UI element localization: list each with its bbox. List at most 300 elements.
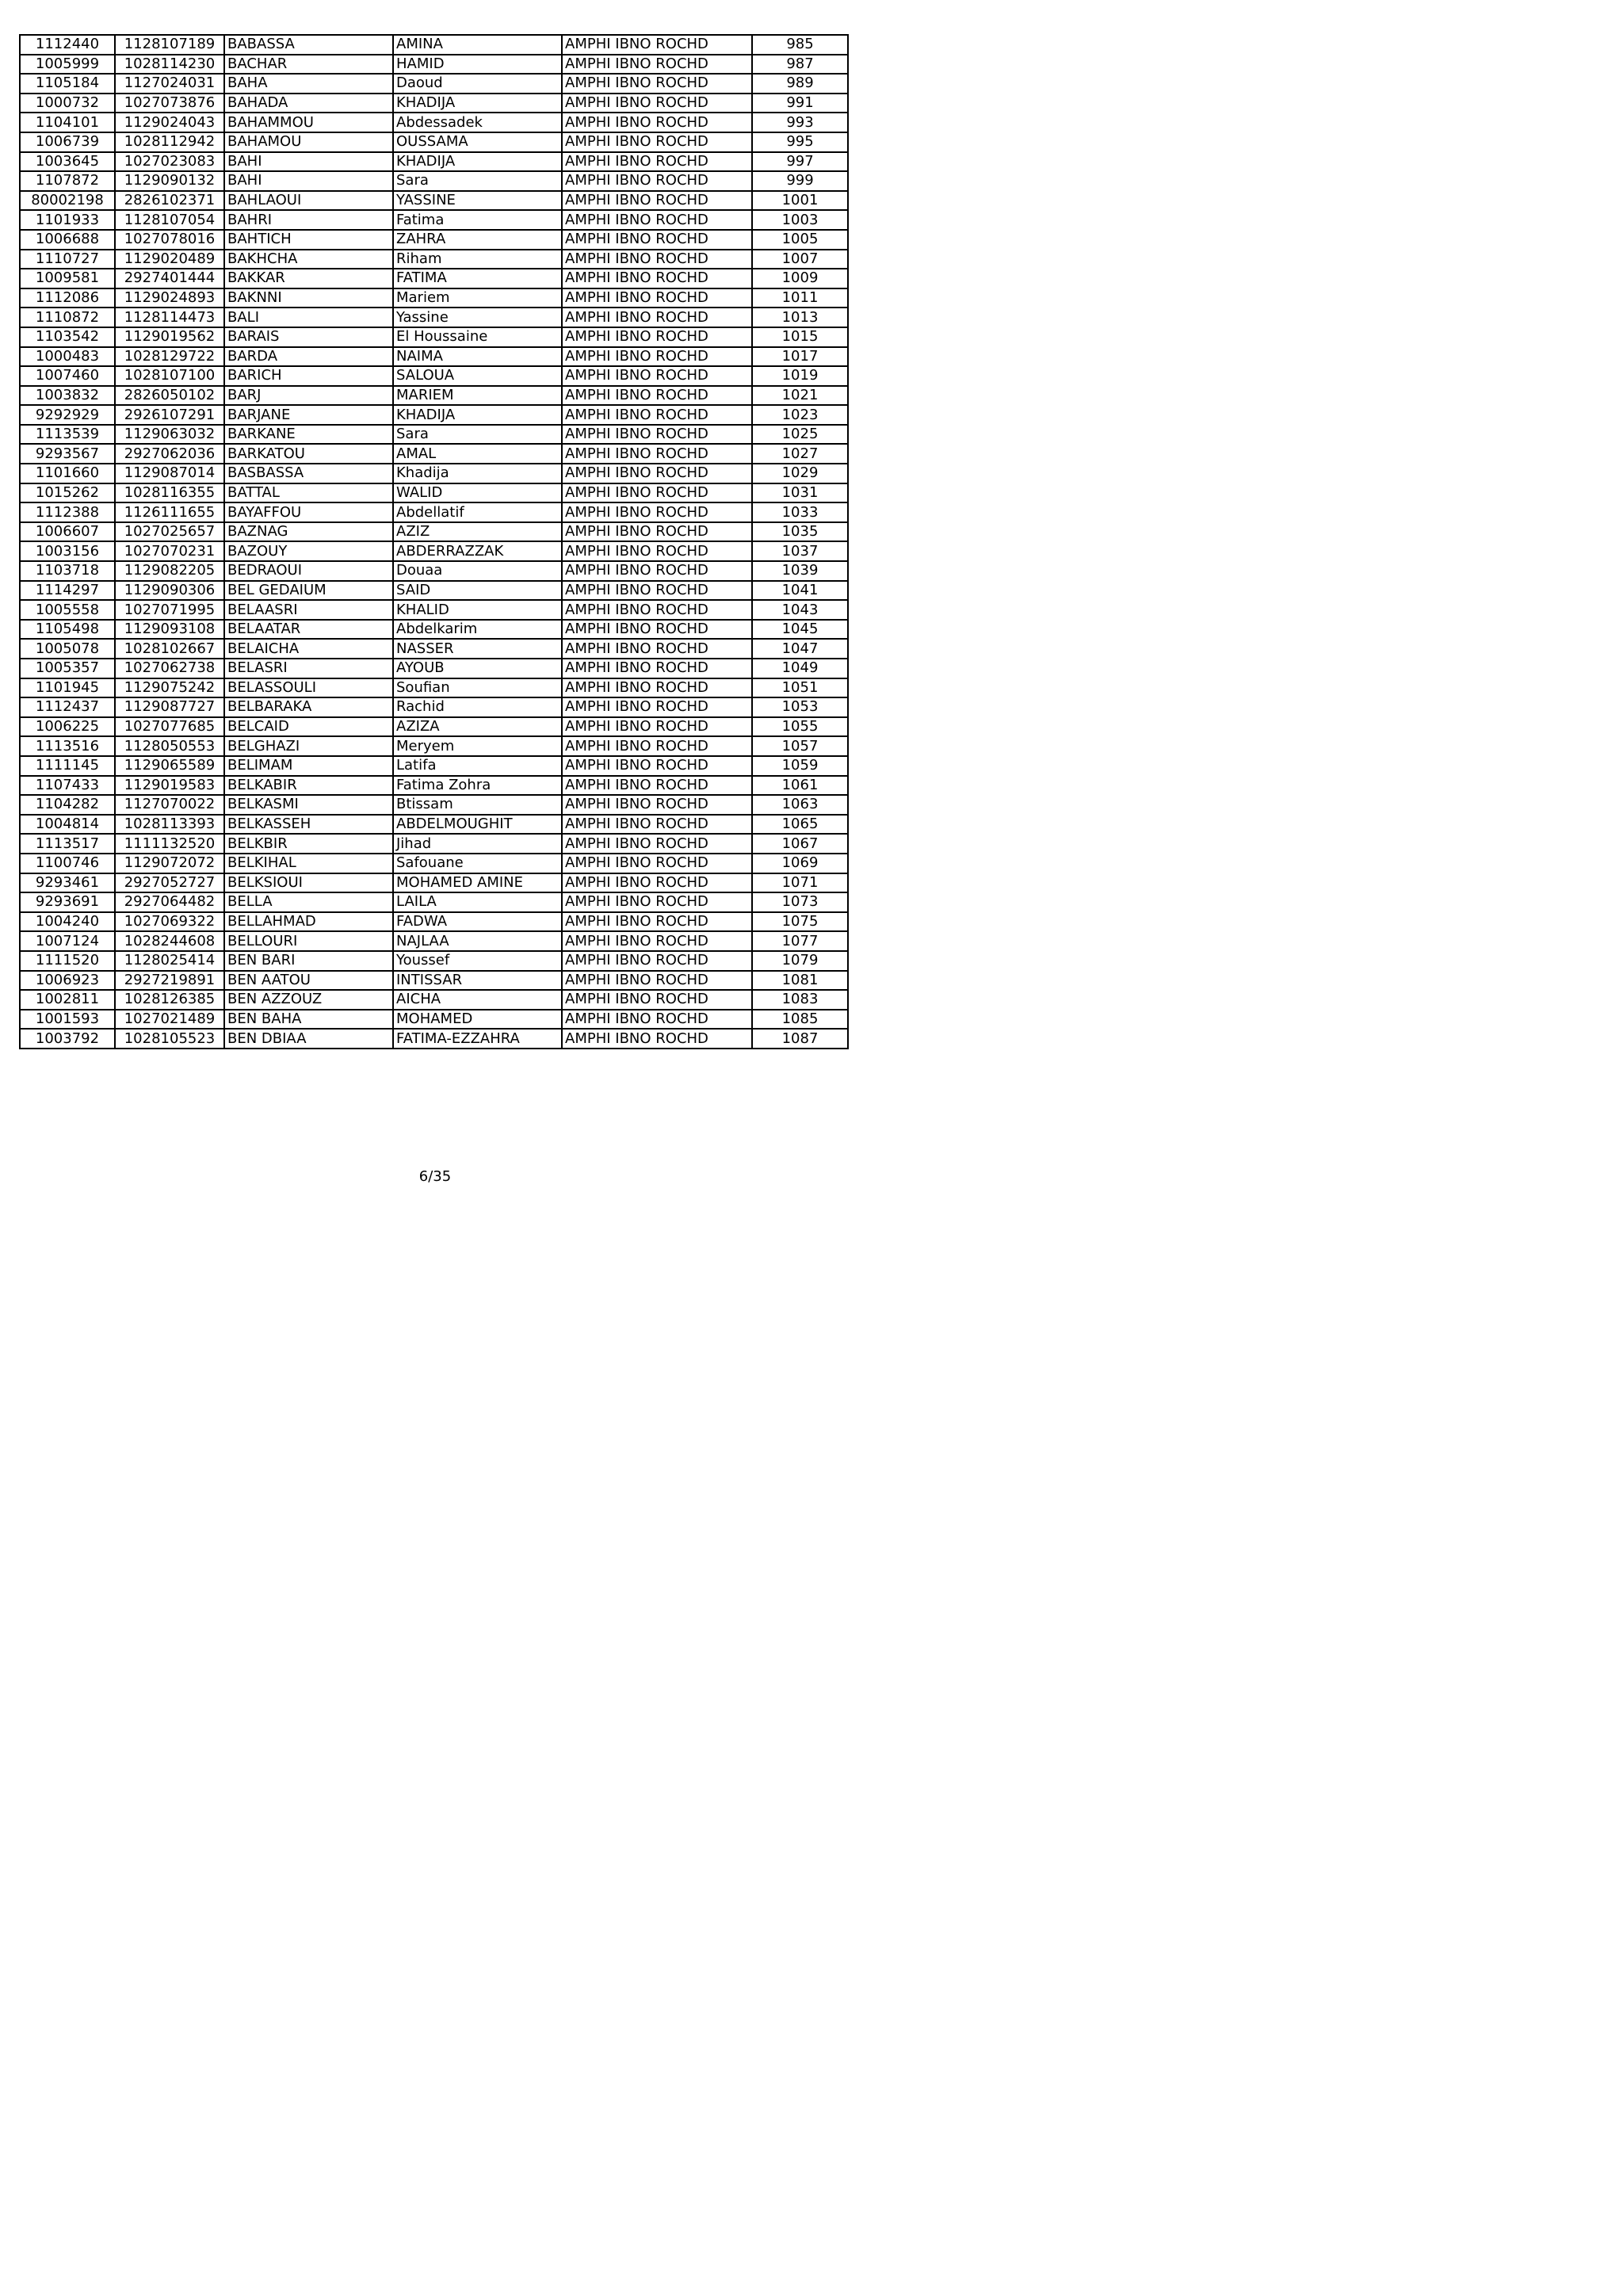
table-row	[20, 250, 848, 269]
exam-room-cell: AMPHI IBNO ROCHD	[562, 483, 752, 503]
table-row	[20, 308, 848, 327]
last-name-cell: BEN AZZOUZ	[224, 990, 393, 1010]
exam-room-cell: AMPHI IBNO ROCHD	[562, 581, 752, 601]
national-id-cell: 1028112942	[115, 132, 224, 152]
national-id-cell: 1129019583	[115, 776, 224, 796]
first-name-cell: MOHAMED	[393, 1010, 562, 1030]
exam-room-cell: AMPHI IBNO ROCHD	[562, 250, 752, 269]
exam-room-cell: AMPHI IBNO ROCHD	[562, 678, 752, 698]
first-name-cell: AMAL	[393, 444, 562, 464]
student-code-cell: 9293567	[20, 444, 115, 464]
student-code-cell: 1110727	[20, 250, 115, 269]
student-code-cell: 1113517	[20, 834, 115, 854]
exam-seat-cell: 1067	[752, 834, 848, 854]
exam-seat-cell: 1005	[752, 230, 848, 250]
exam-room-cell: AMPHI IBNO ROCHD	[562, 756, 752, 776]
first-name-cell: LAILA	[393, 892, 562, 912]
student-code-cell: 9292929	[20, 405, 115, 425]
table-row	[20, 94, 848, 113]
student-code-cell: 1006688	[20, 230, 115, 250]
exam-seat-cell: 985	[752, 35, 848, 55]
last-name-cell: BELAATAR	[224, 620, 393, 640]
exam-room-cell: AMPHI IBNO ROCHD	[562, 94, 752, 113]
exam-seat-cell: 1077	[752, 931, 848, 951]
exam-room-cell: AMPHI IBNO ROCHD	[562, 990, 752, 1010]
first-name-cell: AZIZ	[393, 522, 562, 542]
table-row	[20, 464, 848, 483]
roster-sheet	[19, 34, 847, 1049]
national-id-cell: 1028126385	[115, 990, 224, 1010]
exam-room-cell: AMPHI IBNO ROCHD	[562, 502, 752, 522]
student-code-cell: 1104101	[20, 113, 115, 132]
exam-seat-cell: 1083	[752, 990, 848, 1010]
exam-seat-cell: 1063	[752, 795, 848, 815]
first-name-cell: Sara	[393, 425, 562, 445]
exam-seat-cell: 1001	[752, 191, 848, 211]
first-name-cell: INTISSAR	[393, 971, 562, 991]
last-name-cell: BARDA	[224, 347, 393, 367]
first-name-cell: ZAHRA	[393, 230, 562, 250]
table-row	[20, 230, 848, 250]
national-id-cell: 1028129722	[115, 347, 224, 367]
exam-room-cell: AMPHI IBNO ROCHD	[562, 152, 752, 172]
table-row	[20, 990, 848, 1010]
table-row	[20, 815, 848, 835]
last-name-cell: BAKHCHA	[224, 250, 393, 269]
exam-room-cell: AMPHI IBNO ROCHD	[562, 132, 752, 152]
exam-seat-cell: 1007	[752, 250, 848, 269]
roster-body	[20, 35, 848, 1049]
first-name-cell: Abdessadek	[393, 113, 562, 132]
exam-seat-cell: 1071	[752, 873, 848, 893]
table-row	[20, 581, 848, 601]
last-name-cell: BEN DBIAA	[224, 1029, 393, 1049]
last-name-cell: BELKBIR	[224, 834, 393, 854]
first-name-cell: Mariem	[393, 288, 562, 308]
exam-seat-cell: 1003	[752, 210, 848, 230]
last-name-cell: BAHRI	[224, 210, 393, 230]
exam-seat-cell: 1009	[752, 269, 848, 288]
exam-room-cell: AMPHI IBNO ROCHD	[562, 74, 752, 94]
table-row	[20, 444, 848, 464]
last-name-cell: BELASRI	[224, 659, 393, 678]
first-name-cell: FATIMA-EZZAHRA	[393, 1029, 562, 1049]
national-id-cell: 2927064482	[115, 892, 224, 912]
first-name-cell: FADWA	[393, 912, 562, 932]
exam-seat-cell: 1029	[752, 464, 848, 483]
table-row	[20, 288, 848, 308]
table-row	[20, 756, 848, 776]
exam-room-cell: AMPHI IBNO ROCHD	[562, 113, 752, 132]
last-name-cell: BEN BARI	[224, 951, 393, 971]
exam-seat-cell: 1059	[752, 756, 848, 776]
student-code-cell: 1004814	[20, 815, 115, 835]
national-id-cell: 1111132520	[115, 834, 224, 854]
first-name-cell: Safouane	[393, 854, 562, 873]
first-name-cell: KHALID	[393, 600, 562, 620]
national-id-cell: 1027021489	[115, 1010, 224, 1030]
national-id-cell: 2927219891	[115, 971, 224, 991]
last-name-cell: BACHAR	[224, 55, 393, 74]
table-row	[20, 35, 848, 55]
last-name-cell: BAZOUY	[224, 541, 393, 561]
student-code-cell: 1005078	[20, 639, 115, 659]
student-code-cell: 1113516	[20, 736, 115, 756]
first-name-cell: SALOUA	[393, 366, 562, 386]
exam-room-cell: AMPHI IBNO ROCHD	[562, 366, 752, 386]
exam-room-cell: AMPHI IBNO ROCHD	[562, 659, 752, 678]
exam-seat-cell: 1047	[752, 639, 848, 659]
student-code-cell: 1100746	[20, 854, 115, 873]
national-id-cell: 2826102371	[115, 191, 224, 211]
exam-room-cell: AMPHI IBNO ROCHD	[562, 269, 752, 288]
first-name-cell: HAMID	[393, 55, 562, 74]
last-name-cell: BAHTICH	[224, 230, 393, 250]
national-id-cell: 1129082205	[115, 561, 224, 581]
exam-room-cell: AMPHI IBNO ROCHD	[562, 951, 752, 971]
exam-seat-cell: 1017	[752, 347, 848, 367]
table-row	[20, 425, 848, 445]
first-name-cell: Jihad	[393, 834, 562, 854]
table-row	[20, 405, 848, 425]
national-id-cell: 1129093108	[115, 620, 224, 640]
exam-room-cell: AMPHI IBNO ROCHD	[562, 541, 752, 561]
exam-seat-cell: 987	[752, 55, 848, 74]
first-name-cell: SAID	[393, 581, 562, 601]
national-id-cell: 1027025657	[115, 522, 224, 542]
exam-seat-cell: 1069	[752, 854, 848, 873]
national-id-cell: 1028113393	[115, 815, 224, 835]
first-name-cell: Yassine	[393, 308, 562, 327]
first-name-cell: ABDELMOUGHIT	[393, 815, 562, 835]
exam-seat-cell: 1041	[752, 581, 848, 601]
exam-room-cell: AMPHI IBNO ROCHD	[562, 931, 752, 951]
exam-seat-cell: 1057	[752, 736, 848, 756]
table-row	[20, 736, 848, 756]
last-name-cell: BELAASRI	[224, 600, 393, 620]
student-code-cell: 1000732	[20, 94, 115, 113]
student-code-cell: 1007124	[20, 931, 115, 951]
exam-room-cell: AMPHI IBNO ROCHD	[562, 854, 752, 873]
last-name-cell: BELLOURI	[224, 931, 393, 951]
exam-room-cell: AMPHI IBNO ROCHD	[562, 776, 752, 796]
last-name-cell: BAKKAR	[224, 269, 393, 288]
student-code-cell: 1110872	[20, 308, 115, 327]
table-row	[20, 620, 848, 640]
national-id-cell: 1129072072	[115, 854, 224, 873]
table-row	[20, 834, 848, 854]
last-name-cell: BASBASSA	[224, 464, 393, 483]
student-code-cell: 1113539	[20, 425, 115, 445]
last-name-cell: BELKSIOUI	[224, 873, 393, 893]
first-name-cell: Fatima	[393, 210, 562, 230]
exam-seat-cell: 993	[752, 113, 848, 132]
exam-room-cell: AMPHI IBNO ROCHD	[562, 444, 752, 464]
first-name-cell: MARIEM	[393, 386, 562, 406]
last-name-cell: BELKIHAL	[224, 854, 393, 873]
table-row	[20, 951, 848, 971]
student-code-cell: 1111145	[20, 756, 115, 776]
student-code-cell: 1000483	[20, 347, 115, 367]
last-name-cell: BARJ	[224, 386, 393, 406]
student-code-cell: 1003156	[20, 541, 115, 561]
national-id-cell: 1028244608	[115, 931, 224, 951]
first-name-cell: AMINA	[393, 35, 562, 55]
national-id-cell: 1028102667	[115, 639, 224, 659]
student-code-cell: 80002198	[20, 191, 115, 211]
national-id-cell: 1028105523	[115, 1029, 224, 1049]
table-row	[20, 678, 848, 698]
last-name-cell: BAHA	[224, 74, 393, 94]
first-name-cell: Soufian	[393, 678, 562, 698]
exam-seat-cell: 991	[752, 94, 848, 113]
national-id-cell: 1128114473	[115, 308, 224, 327]
student-code-cell: 1006923	[20, 971, 115, 991]
national-id-cell: 1128107189	[115, 35, 224, 55]
last-name-cell: BAHAMOU	[224, 132, 393, 152]
exam-seat-cell: 1021	[752, 386, 848, 406]
student-code-cell: 1101660	[20, 464, 115, 483]
last-name-cell: BELKABIR	[224, 776, 393, 796]
table-row	[20, 113, 848, 132]
national-id-cell: 1027078016	[115, 230, 224, 250]
first-name-cell: AYOUB	[393, 659, 562, 678]
table-row	[20, 717, 848, 737]
exam-seat-cell: 1087	[752, 1029, 848, 1049]
last-name-cell: BARICH	[224, 366, 393, 386]
student-code-cell: 9293691	[20, 892, 115, 912]
student-code-cell: 1107433	[20, 776, 115, 796]
first-name-cell: OUSSAMA	[393, 132, 562, 152]
exam-room-cell: AMPHI IBNO ROCHD	[562, 347, 752, 367]
student-code-cell: 9293461	[20, 873, 115, 893]
exam-room-cell: AMPHI IBNO ROCHD	[562, 736, 752, 756]
last-name-cell: BARKATOU	[224, 444, 393, 464]
exam-seat-cell: 1055	[752, 717, 848, 737]
first-name-cell: WALID	[393, 483, 562, 503]
first-name-cell: Rachid	[393, 697, 562, 717]
national-id-cell: 1028107100	[115, 366, 224, 386]
table-row	[20, 600, 848, 620]
last-name-cell: BELBARAKA	[224, 697, 393, 717]
student-code-cell: 1006225	[20, 717, 115, 737]
table-row	[20, 55, 848, 74]
exam-room-cell: AMPHI IBNO ROCHD	[562, 639, 752, 659]
table-row	[20, 366, 848, 386]
student-code-cell: 1112388	[20, 502, 115, 522]
last-name-cell: BAHAMMOU	[224, 113, 393, 132]
student-code-cell: 1005999	[20, 55, 115, 74]
exam-seat-cell: 1079	[752, 951, 848, 971]
national-id-cell: 1129020489	[115, 250, 224, 269]
exam-seat-cell: 1023	[752, 405, 848, 425]
table-row	[20, 522, 848, 542]
national-id-cell: 1028116355	[115, 483, 224, 503]
national-id-cell: 2927401444	[115, 269, 224, 288]
national-id-cell: 1027070231	[115, 541, 224, 561]
student-code-cell: 1015262	[20, 483, 115, 503]
table-row	[20, 931, 848, 951]
exam-seat-cell: 1051	[752, 678, 848, 698]
exam-room-cell: AMPHI IBNO ROCHD	[562, 230, 752, 250]
table-row	[20, 912, 848, 932]
last-name-cell: BATTAL	[224, 483, 393, 503]
table-row	[20, 639, 848, 659]
student-code-cell: 1104282	[20, 795, 115, 815]
table-row	[20, 132, 848, 152]
exam-room-cell: AMPHI IBNO ROCHD	[562, 815, 752, 835]
last-name-cell: BAZNAG	[224, 522, 393, 542]
exam-room-cell: AMPHI IBNO ROCHD	[562, 697, 752, 717]
exam-room-cell: AMPHI IBNO ROCHD	[562, 210, 752, 230]
table-row	[20, 971, 848, 991]
last-name-cell: BAHLAOUI	[224, 191, 393, 211]
first-name-cell: NAJLAA	[393, 931, 562, 951]
exam-seat-cell: 1039	[752, 561, 848, 581]
national-id-cell: 1129087727	[115, 697, 224, 717]
last-name-cell: BARAIS	[224, 327, 393, 347]
student-code-cell: 1003832	[20, 386, 115, 406]
national-id-cell: 1027077685	[115, 717, 224, 737]
national-id-cell: 1128050553	[115, 736, 224, 756]
last-name-cell: BAHI	[224, 152, 393, 172]
student-code-cell: 1114297	[20, 581, 115, 601]
student-code-cell: 1112440	[20, 35, 115, 55]
table-row	[20, 776, 848, 796]
last-name-cell: BEDRAOUI	[224, 561, 393, 581]
exam-seat-cell: 1011	[752, 288, 848, 308]
exam-room-cell: AMPHI IBNO ROCHD	[562, 386, 752, 406]
last-name-cell: BEL GEDAIUM	[224, 581, 393, 601]
first-name-cell: Daoud	[393, 74, 562, 94]
table-row	[20, 502, 848, 522]
exam-room-cell: AMPHI IBNO ROCHD	[562, 405, 752, 425]
national-id-cell: 1129075242	[115, 678, 224, 698]
student-code-cell: 1007460	[20, 366, 115, 386]
last-name-cell: BALI	[224, 308, 393, 327]
first-name-cell: YASSINE	[393, 191, 562, 211]
exam-room-cell: AMPHI IBNO ROCHD	[562, 1029, 752, 1049]
exam-seat-cell: 1049	[752, 659, 848, 678]
first-name-cell: Douaa	[393, 561, 562, 581]
table-row	[20, 697, 848, 717]
national-id-cell: 1027071995	[115, 600, 224, 620]
student-code-cell: 1003792	[20, 1029, 115, 1049]
first-name-cell: Latifa	[393, 756, 562, 776]
exam-seat-cell: 1045	[752, 620, 848, 640]
exam-seat-cell: 999	[752, 171, 848, 191]
table-row	[20, 347, 848, 367]
last-name-cell: BAHI	[224, 171, 393, 191]
national-id-cell: 2926107291	[115, 405, 224, 425]
exam-room-cell: AMPHI IBNO ROCHD	[562, 717, 752, 737]
first-name-cell: Sara	[393, 171, 562, 191]
student-roster-table	[19, 34, 849, 1049]
last-name-cell: BELCAID	[224, 717, 393, 737]
national-id-cell: 1129087014	[115, 464, 224, 483]
student-code-cell: 1111520	[20, 951, 115, 971]
last-name-cell: BAYAFFOU	[224, 502, 393, 522]
exam-room-cell: AMPHI IBNO ROCHD	[562, 971, 752, 991]
last-name-cell: BELLAHMAD	[224, 912, 393, 932]
exam-seat-cell: 1013	[752, 308, 848, 327]
last-name-cell: BARKANE	[224, 425, 393, 445]
student-code-cell: 1112437	[20, 697, 115, 717]
exam-seat-cell: 1043	[752, 600, 848, 620]
exam-room-cell: AMPHI IBNO ROCHD	[562, 522, 752, 542]
table-row	[20, 386, 848, 406]
national-id-cell: 1129024043	[115, 113, 224, 132]
exam-room-cell: AMPHI IBNO ROCHD	[562, 873, 752, 893]
exam-seat-cell: 1035	[752, 522, 848, 542]
exam-room-cell: AMPHI IBNO ROCHD	[562, 561, 752, 581]
student-code-cell: 1003645	[20, 152, 115, 172]
table-row	[20, 873, 848, 893]
exam-room-cell: AMPHI IBNO ROCHD	[562, 1010, 752, 1030]
exam-room-cell: AMPHI IBNO ROCHD	[562, 425, 752, 445]
student-code-cell: 1103542	[20, 327, 115, 347]
last-name-cell: BELLA	[224, 892, 393, 912]
exam-room-cell: AMPHI IBNO ROCHD	[562, 288, 752, 308]
exam-room-cell: AMPHI IBNO ROCHD	[562, 892, 752, 912]
last-name-cell: BABASSA	[224, 35, 393, 55]
exam-seat-cell: 1075	[752, 912, 848, 932]
student-code-cell: 1101933	[20, 210, 115, 230]
exam-room-cell: AMPHI IBNO ROCHD	[562, 912, 752, 932]
student-code-cell: 1001593	[20, 1010, 115, 1030]
table-row	[20, 1029, 848, 1049]
table-row	[20, 659, 848, 678]
first-name-cell: El Houssaine	[393, 327, 562, 347]
exam-room-cell: AMPHI IBNO ROCHD	[562, 834, 752, 854]
first-name-cell: MOHAMED AMINE	[393, 873, 562, 893]
student-code-cell: 1107872	[20, 171, 115, 191]
national-id-cell: 2927062036	[115, 444, 224, 464]
last-name-cell: BELASSOULI	[224, 678, 393, 698]
national-id-cell: 1127024031	[115, 74, 224, 94]
table-row	[20, 152, 848, 172]
exam-seat-cell: 1031	[752, 483, 848, 503]
last-name-cell: BAKNNI	[224, 288, 393, 308]
table-row	[20, 854, 848, 873]
table-row	[20, 210, 848, 230]
exam-room-cell: AMPHI IBNO ROCHD	[562, 795, 752, 815]
exam-room-cell: AMPHI IBNO ROCHD	[562, 464, 752, 483]
national-id-cell: 1129019562	[115, 327, 224, 347]
student-code-cell: 1101945	[20, 678, 115, 698]
student-code-cell: 1006739	[20, 132, 115, 152]
national-id-cell: 1129090306	[115, 581, 224, 601]
table-row	[20, 483, 848, 503]
student-code-cell: 1005558	[20, 600, 115, 620]
exam-seat-cell: 1015	[752, 327, 848, 347]
national-id-cell: 1027023083	[115, 152, 224, 172]
table-row	[20, 561, 848, 581]
student-code-cell: 1002811	[20, 990, 115, 1010]
first-name-cell: Btissam	[393, 795, 562, 815]
last-name-cell: BEN BAHA	[224, 1010, 393, 1030]
exam-seat-cell: 1027	[752, 444, 848, 464]
national-id-cell: 1129024893	[115, 288, 224, 308]
last-name-cell: BELAICHA	[224, 639, 393, 659]
first-name-cell: NAIMA	[393, 347, 562, 367]
exam-seat-cell: 1073	[752, 892, 848, 912]
student-code-cell: 1103718	[20, 561, 115, 581]
exam-seat-cell: 1085	[752, 1010, 848, 1030]
student-code-cell: 1105184	[20, 74, 115, 94]
last-name-cell: BARJANE	[224, 405, 393, 425]
first-name-cell: Fatima Zohra	[393, 776, 562, 796]
